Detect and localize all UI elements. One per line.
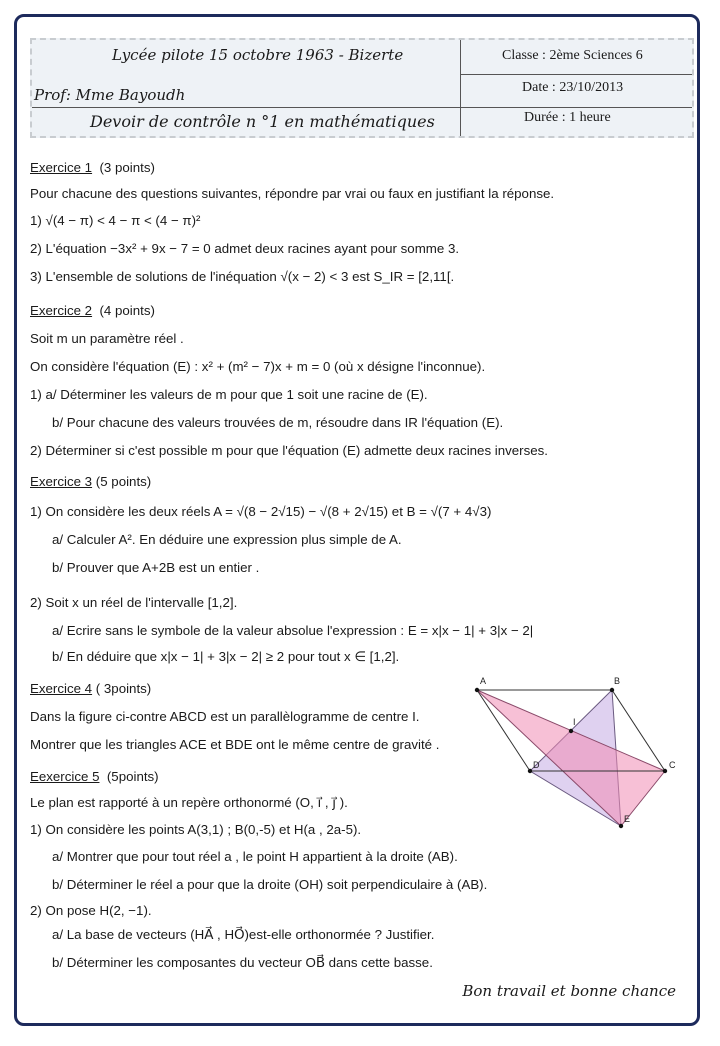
date-label: Date : 23/10/2013 xyxy=(522,80,624,95)
label-a: A xyxy=(480,676,487,686)
exercise-5-line: Le plan est rapporté à un repère orthonormé (O, i⃗ , j⃗ ). xyxy=(30,795,348,810)
exercise-5-heading xyxy=(30,769,159,784)
triangle-ace xyxy=(477,690,665,826)
exercise-title: Exercice 3 xyxy=(30,474,93,489)
divider xyxy=(460,40,461,136)
exam-header xyxy=(30,38,694,138)
exercise-1-q2: 2) L'équation −3x² + 9x − 7 = 0 admet deux racines ayant pour somme 3. xyxy=(30,241,460,256)
exercise-5-q2b: b/ Déterminer les composantes du vecteur OB⃗ dans cette basse. xyxy=(52,955,433,970)
exercise-2-q2: 2) Déterminer si c'est possible m pour que l'équation (E) admette deux racines inverses. xyxy=(30,443,548,458)
exercise-5-q1b: b/ Déterminer le réel a pour que la droite (OH) soit perpendiculaire à (AB). xyxy=(52,877,488,892)
exercise-2-line: On considère l'équation (E) : x² + (m² − 7)x + m = 0 (où x désigne l'inconnue). xyxy=(30,359,486,374)
exercise-points: (5points) xyxy=(106,769,159,784)
label-b: B xyxy=(614,676,621,686)
closing-message: Bon travail et bonne chance xyxy=(462,982,676,1000)
exercise-2-q1b: b/ Pour chacune des valeurs trouvées de m, résoudre dans IR l'équation (E). xyxy=(52,415,504,430)
exercise-2-heading xyxy=(30,303,155,318)
exercise-points: ( 3points) xyxy=(95,681,152,696)
class-label: Classe : 2ème Sciences 6 xyxy=(502,48,643,63)
exercise-title: Exercice 4 xyxy=(30,681,93,696)
exercise-3-q1a: a/ Calculer A². En déduire une expression plus simple de A. xyxy=(52,532,402,547)
exercise-2-line: Soit m un paramètre réel . xyxy=(30,331,184,346)
parallelogram-figure xyxy=(460,670,700,840)
exercise-3-q2: 2) Soit x un réel de l'intervalle [1,2]. xyxy=(30,595,238,610)
exam-title: Devoir de contrôle n °1 en mathématiques xyxy=(90,112,435,131)
exercise-points: (5 points) xyxy=(95,474,152,489)
label-e: E xyxy=(624,814,631,824)
exercise-4-line: Montrer que les triangles ACE et BDE ont le même centre de gravité . xyxy=(30,737,440,752)
exercise-title: Exercice 1 xyxy=(30,160,93,175)
exercise-5-q1a: a/ Montrer que pour tout réel a , le point H appartient à la droite (AB). xyxy=(52,849,458,864)
school-name: Lycée pilote 15 octobre 1963 - Bizerte xyxy=(112,46,404,64)
exercise-title: Exercice 2 xyxy=(30,303,93,318)
label-d: D xyxy=(533,760,540,770)
teacher-name: Prof: Mme Bayoudh xyxy=(34,86,186,104)
exercise-2-q1a: 1) a/ Déterminer les valeurs de m pour que 1 soit une racine de (E). xyxy=(30,387,428,402)
exercise-1-q3: 3) L'ensemble de solutions de l'inéquation √(x − 2) < 3 est S_IR = [2,11[. xyxy=(30,269,455,284)
label-c: C xyxy=(669,760,676,770)
exercise-5-q2: 2) On pose H(2, −1). xyxy=(30,903,152,918)
label-i: I xyxy=(573,717,576,727)
exercise-3-q2a: a/ Ecrire sans le symbole de la valeur absolue l'expression : E = x|x − 1| + 3|x − 2| xyxy=(52,623,534,638)
exercise-title: Eexercice 5 xyxy=(30,769,100,784)
exercise-1-heading xyxy=(30,160,155,175)
divider xyxy=(460,74,692,75)
exercise-1-intro: Pour chacune des questions suivantes, répondre par vrai ou faux en justifiant la réponse. xyxy=(30,186,555,201)
exercise-4-line: Dans la figure ci-contre ABCD est un parallèlogramme de centre I. xyxy=(30,709,420,724)
exercise-3-q2b: b/ En déduire que x|x − 1| + 3|x − 2| ≥ 2 pour tout x ∈ [1,2]. xyxy=(52,649,400,664)
exercise-3-heading xyxy=(30,474,151,489)
exercise-5-q1: 1) On considère les points A(3,1) ; B(0,-5) et H(a , 2a-5). xyxy=(30,822,362,837)
exercise-5-q2a: a/ La base de vecteurs (HA⃗ , HO⃗)est-elle orthonormée ? Justifier. xyxy=(52,927,435,942)
divider xyxy=(32,107,692,108)
exercise-3-q1: 1) On considère les deux réels A = √(8 − 2√15) − √(8 + 2√15) et B = √(7 + 4√3) xyxy=(30,504,492,519)
exercise-points: (3 points) xyxy=(99,160,155,175)
exercise-4-heading xyxy=(30,681,151,696)
exercise-points: (4 points) xyxy=(99,303,155,318)
exercise-3-q1b: b/ Prouver que A+2B est un entier . xyxy=(52,560,260,575)
exercise-1-q1: 1) √(4 − π) < 4 − π < (4 − π)² xyxy=(30,213,201,228)
duration-label: Durée : 1 heure xyxy=(524,110,611,125)
